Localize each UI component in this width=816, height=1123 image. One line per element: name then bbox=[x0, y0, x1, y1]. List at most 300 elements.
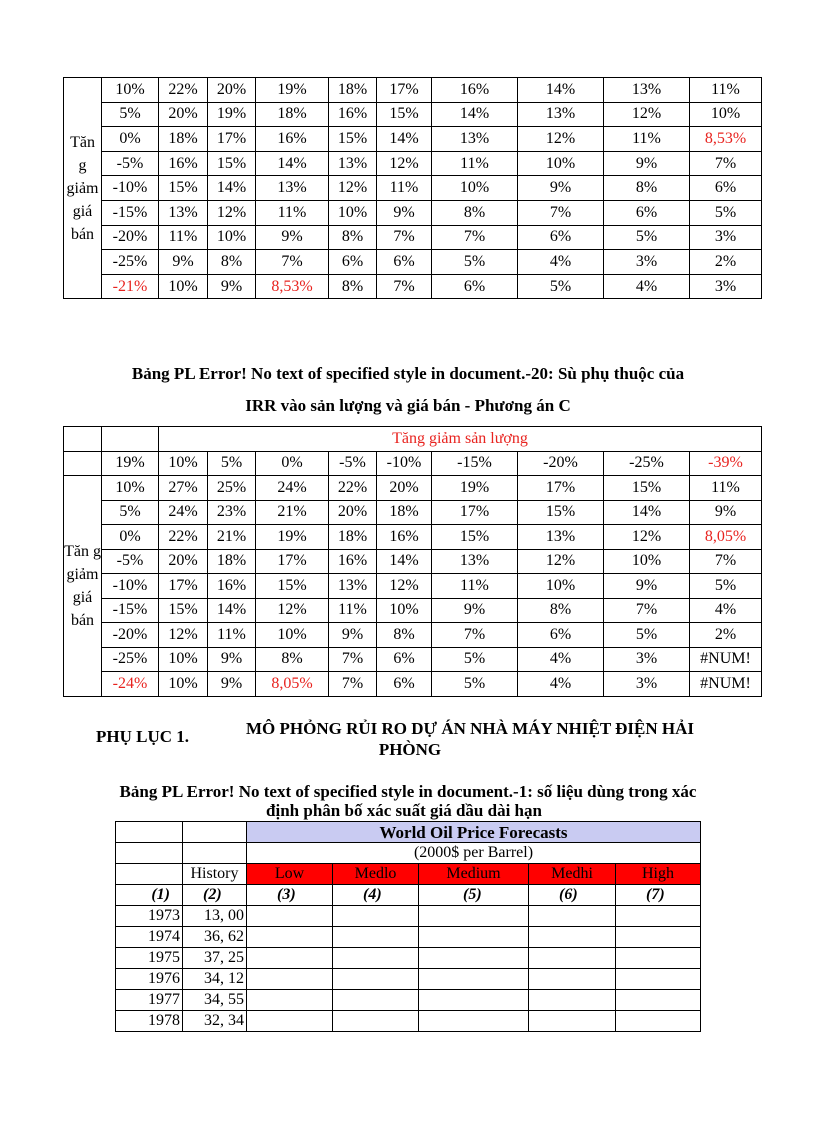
table-cell: 14% bbox=[377, 127, 432, 152]
table-cell: 15% bbox=[518, 500, 604, 525]
scenario-header: Low bbox=[247, 864, 333, 885]
table-cell: 16% bbox=[432, 78, 518, 103]
table-cell: 5% bbox=[102, 102, 159, 127]
irr-table-2-body bbox=[64, 427, 762, 697]
history-header: History bbox=[183, 864, 247, 885]
empty-cell bbox=[247, 948, 333, 969]
table-row bbox=[64, 78, 762, 103]
scenario-header: Medium bbox=[419, 864, 529, 885]
empty-cell bbox=[529, 990, 616, 1011]
column-axis-label: Tăng giảm sản lượng bbox=[159, 427, 762, 452]
table-cell: 15% bbox=[604, 476, 690, 501]
table-cell: 5% bbox=[102, 500, 159, 525]
header-cell: 10% bbox=[159, 451, 208, 476]
table-cell: 18% bbox=[256, 102, 329, 127]
column-number: (2) bbox=[183, 885, 247, 906]
table-cell: 14% bbox=[604, 500, 690, 525]
table-cell: 7% bbox=[377, 274, 432, 299]
table-cell: -5% bbox=[102, 549, 159, 574]
table-cell: 10% bbox=[518, 574, 604, 599]
table-cell: #NUM! bbox=[690, 647, 762, 672]
table-cell: 9% bbox=[208, 274, 256, 299]
table-cell: 20% bbox=[208, 78, 256, 103]
table-cell: -15% bbox=[102, 598, 159, 623]
table-row bbox=[64, 250, 762, 275]
table-cell: 12% bbox=[329, 176, 377, 201]
empty-cell bbox=[529, 927, 616, 948]
history-value: 13, 00 bbox=[183, 906, 247, 927]
table-cell: 14% bbox=[518, 78, 604, 103]
table-row bbox=[64, 200, 762, 225]
table-row bbox=[64, 549, 762, 574]
table-cell: 10% bbox=[518, 151, 604, 176]
table-row bbox=[116, 948, 701, 969]
empty-cell bbox=[333, 906, 419, 927]
table-cell: 12% bbox=[518, 127, 604, 152]
header-cell: 5% bbox=[208, 451, 256, 476]
table-row bbox=[116, 927, 701, 948]
irr-table-1-body bbox=[64, 78, 762, 299]
table-cell: 8% bbox=[208, 250, 256, 275]
empty-cell bbox=[419, 1011, 529, 1032]
irr-table-2 bbox=[63, 426, 762, 697]
table-cell: 5% bbox=[432, 672, 518, 697]
table-cell: 11% bbox=[256, 200, 329, 225]
table-cell: 10% bbox=[159, 647, 208, 672]
table-cell: 9% bbox=[208, 672, 256, 697]
table-cell: 4% bbox=[690, 598, 762, 623]
empty-cell bbox=[616, 927, 701, 948]
table-row bbox=[116, 1011, 701, 1032]
table-cell: 20% bbox=[159, 102, 208, 127]
empty-cell bbox=[247, 990, 333, 1011]
table-cell: 15% bbox=[432, 525, 518, 550]
table-row bbox=[64, 274, 762, 299]
empty-cell bbox=[116, 843, 183, 864]
table-cell: 4% bbox=[518, 647, 604, 672]
column-number: (1) bbox=[116, 885, 183, 906]
table-cell: 17% bbox=[159, 574, 208, 599]
table-row bbox=[64, 176, 762, 201]
table-cell: -10% bbox=[102, 574, 159, 599]
year-cell: 1975 bbox=[116, 948, 183, 969]
empty-cell bbox=[616, 948, 701, 969]
empty-cell bbox=[183, 843, 247, 864]
table-row bbox=[64, 525, 762, 550]
table-cell: 15% bbox=[159, 176, 208, 201]
empty-cell bbox=[529, 1011, 616, 1032]
table-cell: 11% bbox=[690, 476, 762, 501]
table-cell: 23% bbox=[208, 500, 256, 525]
table-cell: 8% bbox=[329, 274, 377, 299]
table-cell: 9% bbox=[256, 225, 329, 250]
empty-cell bbox=[529, 969, 616, 990]
table-cell: 16% bbox=[208, 574, 256, 599]
table-cell: 8% bbox=[256, 647, 329, 672]
year-cell: 1977 bbox=[116, 990, 183, 1011]
table-cell: 16% bbox=[377, 525, 432, 550]
table-cell: 16% bbox=[329, 549, 377, 574]
scenario-header: High bbox=[616, 864, 701, 885]
table-row bbox=[64, 574, 762, 599]
table-cell: 13% bbox=[518, 525, 604, 550]
table-cell: 9% bbox=[518, 176, 604, 201]
table-cell: 15% bbox=[329, 127, 377, 152]
table-cell: 10% bbox=[329, 200, 377, 225]
table-row bbox=[64, 500, 762, 525]
table-cell: 8,53% bbox=[256, 274, 329, 299]
table-cell: 4% bbox=[604, 274, 690, 299]
table-cell: -21% bbox=[102, 274, 159, 299]
table-cell: -20% bbox=[102, 225, 159, 250]
column-number: (6) bbox=[529, 885, 616, 906]
table-cell: 6% bbox=[329, 250, 377, 275]
table-cell: 24% bbox=[159, 500, 208, 525]
table-cell: 13% bbox=[432, 127, 518, 152]
header-cell: -39% bbox=[690, 451, 762, 476]
table-cell: 8% bbox=[329, 225, 377, 250]
table-cell: -25% bbox=[102, 647, 159, 672]
table-cell: 7% bbox=[518, 200, 604, 225]
empty-cell bbox=[333, 1011, 419, 1032]
table-cell: 8,05% bbox=[690, 525, 762, 550]
table-cell: 18% bbox=[329, 78, 377, 103]
empty-cell bbox=[616, 906, 701, 927]
empty-cell bbox=[529, 948, 616, 969]
table-row bbox=[116, 906, 701, 927]
table-cell: -5% bbox=[102, 151, 159, 176]
table-cell: 8% bbox=[432, 200, 518, 225]
table-cell: 17% bbox=[377, 78, 432, 103]
table-row bbox=[64, 427, 762, 452]
table-row bbox=[116, 864, 701, 885]
table-cell: 3% bbox=[690, 274, 762, 299]
table-cell: 13% bbox=[256, 176, 329, 201]
table-cell: 12% bbox=[256, 598, 329, 623]
table-cell: 7% bbox=[432, 225, 518, 250]
column-number: (5) bbox=[419, 885, 529, 906]
table-cell: 20% bbox=[329, 500, 377, 525]
table-cell: 10% bbox=[377, 598, 432, 623]
table-cell: 8,05% bbox=[256, 672, 329, 697]
oil-price-table-body bbox=[116, 822, 701, 1032]
table3-caption-line1: Bảng PL Error! No text of specified style in document.-1: số liệu dùng trong xác bbox=[119, 782, 697, 801]
history-value: 34, 55 bbox=[183, 990, 247, 1011]
table-cell: 18% bbox=[329, 525, 377, 550]
table-cell: 3% bbox=[690, 225, 762, 250]
table-cell: -15% bbox=[102, 200, 159, 225]
empty-cell bbox=[64, 451, 102, 476]
table-cell: #NUM! bbox=[690, 672, 762, 697]
table-cell: 12% bbox=[604, 102, 690, 127]
table-cell: 20% bbox=[159, 549, 208, 574]
header-cell: -15% bbox=[432, 451, 518, 476]
table-cell: 5% bbox=[690, 200, 762, 225]
table-cell: 10% bbox=[690, 102, 762, 127]
empty-cell bbox=[333, 927, 419, 948]
table-cell: 4% bbox=[518, 672, 604, 697]
table-cell: 14% bbox=[256, 151, 329, 176]
history-value: 36, 62 bbox=[183, 927, 247, 948]
table-row bbox=[64, 476, 762, 501]
table-cell: 22% bbox=[159, 78, 208, 103]
year-cell: 1978 bbox=[116, 1011, 183, 1032]
table-row bbox=[116, 969, 701, 990]
table-cell: 18% bbox=[208, 549, 256, 574]
table-cell: -24% bbox=[102, 672, 159, 697]
table-cell: 21% bbox=[256, 500, 329, 525]
table-cell: -25% bbox=[102, 250, 159, 275]
table-cell: 16% bbox=[159, 151, 208, 176]
table-cell: 7% bbox=[432, 623, 518, 648]
table-cell: 10% bbox=[604, 549, 690, 574]
table-cell: 11% bbox=[208, 623, 256, 648]
table-cell: 5% bbox=[604, 623, 690, 648]
year-cell: 1973 bbox=[116, 906, 183, 927]
table-cell: 7% bbox=[690, 151, 762, 176]
row-axis-label: Tăn g giảm giá bán bbox=[64, 476, 102, 697]
table-cell: 3% bbox=[604, 672, 690, 697]
table-cell: 21% bbox=[208, 525, 256, 550]
appendix-label: PHỤ LỤC 1. bbox=[96, 727, 190, 746]
empty-cell bbox=[183, 822, 247, 843]
table-cell: 13% bbox=[432, 549, 518, 574]
table-cell: 9% bbox=[159, 250, 208, 275]
table-cell: 27% bbox=[159, 476, 208, 501]
empty-cell bbox=[419, 990, 529, 1011]
table-cell: 12% bbox=[604, 525, 690, 550]
table-row bbox=[64, 225, 762, 250]
table-row bbox=[116, 885, 701, 906]
table-cell: 13% bbox=[329, 574, 377, 599]
table-cell: 7% bbox=[329, 647, 377, 672]
table-cell: 15% bbox=[208, 151, 256, 176]
table-cell: 15% bbox=[159, 598, 208, 623]
scenario-header: Medlo bbox=[333, 864, 419, 885]
table-row bbox=[64, 647, 762, 672]
table-cell: 6% bbox=[432, 274, 518, 299]
table-cell: 3% bbox=[604, 250, 690, 275]
empty-cell bbox=[64, 427, 102, 452]
appendix-title-line2: PHÒNG bbox=[378, 740, 442, 759]
table-cell: 9% bbox=[208, 647, 256, 672]
table-cell: 20% bbox=[377, 476, 432, 501]
empty-cell bbox=[333, 969, 419, 990]
table-cell: 17% bbox=[432, 500, 518, 525]
table-cell: 7% bbox=[604, 598, 690, 623]
table-cell: 18% bbox=[159, 127, 208, 152]
column-number: (4) bbox=[333, 885, 419, 906]
table-row bbox=[64, 598, 762, 623]
table-cell: -10% bbox=[102, 176, 159, 201]
empty-cell bbox=[419, 969, 529, 990]
table-cell: 6% bbox=[604, 200, 690, 225]
table-cell: 7% bbox=[329, 672, 377, 697]
table-cell: 11% bbox=[159, 225, 208, 250]
table-cell: 9% bbox=[377, 200, 432, 225]
table-row bbox=[64, 451, 762, 476]
table2-caption-line2: IRR vào sản lượng và giá bán - Phương án C bbox=[245, 396, 571, 415]
table-cell: 6% bbox=[518, 623, 604, 648]
column-number: (3) bbox=[247, 885, 333, 906]
table-cell: 5% bbox=[604, 225, 690, 250]
table-cell: 5% bbox=[690, 574, 762, 599]
history-value: 34, 12 bbox=[183, 969, 247, 990]
table-cell: 22% bbox=[329, 476, 377, 501]
empty-cell bbox=[247, 969, 333, 990]
history-value: 37, 25 bbox=[183, 948, 247, 969]
table-cell: 0% bbox=[102, 127, 159, 152]
table-cell: 13% bbox=[159, 200, 208, 225]
table-cell: 8% bbox=[518, 598, 604, 623]
table-cell: 11% bbox=[432, 574, 518, 599]
row-axis-label: Tăn g giảm giá bán bbox=[64, 78, 102, 299]
header-cell: -5% bbox=[329, 451, 377, 476]
table-cell: 6% bbox=[377, 647, 432, 672]
empty-cell bbox=[247, 906, 333, 927]
table-cell: 11% bbox=[329, 598, 377, 623]
table-cell: 3% bbox=[604, 647, 690, 672]
table-cell: 22% bbox=[159, 525, 208, 550]
year-cell: 1974 bbox=[116, 927, 183, 948]
empty-cell bbox=[529, 906, 616, 927]
scenario-header: Medhi bbox=[529, 864, 616, 885]
empty-cell bbox=[116, 822, 183, 843]
table-cell: 14% bbox=[432, 102, 518, 127]
table-row bbox=[64, 672, 762, 697]
empty-cell bbox=[616, 990, 701, 1011]
table-cell: 6% bbox=[377, 250, 432, 275]
table-cell: 7% bbox=[377, 225, 432, 250]
table-cell: 9% bbox=[329, 623, 377, 648]
table-cell: 10% bbox=[159, 672, 208, 697]
empty-cell bbox=[333, 990, 419, 1011]
table-cell: 10% bbox=[432, 176, 518, 201]
empty-cell bbox=[247, 1011, 333, 1032]
empty-cell bbox=[116, 864, 183, 885]
table-cell: 12% bbox=[518, 549, 604, 574]
irr-table-1 bbox=[63, 77, 762, 299]
table-cell: 9% bbox=[604, 574, 690, 599]
history-value: 32, 34 bbox=[183, 1011, 247, 1032]
table-cell: 12% bbox=[377, 574, 432, 599]
table-cell: 25% bbox=[208, 476, 256, 501]
table-cell: 4% bbox=[518, 250, 604, 275]
table-cell: 8,53% bbox=[690, 127, 762, 152]
table-row bbox=[64, 623, 762, 648]
table-cell: 9% bbox=[604, 151, 690, 176]
table-cell: 24% bbox=[256, 476, 329, 501]
table-row bbox=[116, 990, 701, 1011]
table-cell: 17% bbox=[518, 476, 604, 501]
table-cell: 13% bbox=[518, 102, 604, 127]
table-cell: 9% bbox=[432, 598, 518, 623]
header-cell: 19% bbox=[102, 451, 159, 476]
year-cell: 1976 bbox=[116, 969, 183, 990]
header-cell: -10% bbox=[377, 451, 432, 476]
table-cell: 8% bbox=[377, 623, 432, 648]
table-cell: 13% bbox=[329, 151, 377, 176]
table-cell: 2% bbox=[690, 623, 762, 648]
table-cell: 18% bbox=[377, 500, 432, 525]
table-cell: 10% bbox=[256, 623, 329, 648]
table-row bbox=[116, 843, 701, 864]
empty-cell bbox=[247, 927, 333, 948]
table-cell: 5% bbox=[432, 250, 518, 275]
header-cell: -25% bbox=[604, 451, 690, 476]
table-cell: 10% bbox=[159, 274, 208, 299]
table-cell: -20% bbox=[102, 623, 159, 648]
table-cell: 6% bbox=[690, 176, 762, 201]
table-row bbox=[64, 102, 762, 127]
table-cell: 11% bbox=[604, 127, 690, 152]
table-cell: 8% bbox=[604, 176, 690, 201]
table-cell: 7% bbox=[690, 549, 762, 574]
table2-caption-line1: Bảng PL Error! No text of specified style in document.-20: Sù phụ thuộc của bbox=[131, 364, 685, 383]
table-cell: 11% bbox=[432, 151, 518, 176]
table-cell: 19% bbox=[256, 525, 329, 550]
table-cell: 17% bbox=[208, 127, 256, 152]
table3-caption-line2: định phân bố xác suất giá dầu dài hạn bbox=[266, 801, 542, 820]
table-cell: 19% bbox=[432, 476, 518, 501]
table-cell: 12% bbox=[208, 200, 256, 225]
table-cell: 15% bbox=[256, 574, 329, 599]
table-cell: 7% bbox=[256, 250, 329, 275]
table-row bbox=[64, 151, 762, 176]
table-cell: 17% bbox=[256, 549, 329, 574]
header-cell: 0% bbox=[256, 451, 329, 476]
table-cell: 6% bbox=[518, 225, 604, 250]
table-cell: 11% bbox=[377, 176, 432, 201]
table-row bbox=[116, 822, 701, 843]
empty-cell bbox=[419, 927, 529, 948]
table-cell: 16% bbox=[256, 127, 329, 152]
table-cell: 14% bbox=[208, 176, 256, 201]
table-cell: 12% bbox=[159, 623, 208, 648]
table-cell: 10% bbox=[208, 225, 256, 250]
table-cell: 11% bbox=[690, 78, 762, 103]
table-cell: 12% bbox=[377, 151, 432, 176]
table-title: World Oil Price Forecasts bbox=[247, 822, 701, 843]
empty-cell bbox=[419, 906, 529, 927]
empty-cell bbox=[333, 948, 419, 969]
table-cell: 13% bbox=[604, 78, 690, 103]
table-cell: 14% bbox=[377, 549, 432, 574]
appendix-title-line1: MÔ PHỎNG RỦI RO DỰ ÁN NHÀ MÁY NHIỆT ĐIỆN HẢI bbox=[246, 719, 694, 738]
table-cell: 15% bbox=[377, 102, 432, 127]
table-cell: 16% bbox=[329, 102, 377, 127]
table-cell: 5% bbox=[432, 647, 518, 672]
header-cell: -20% bbox=[518, 451, 604, 476]
table-cell: 9% bbox=[690, 500, 762, 525]
table-cell: 14% bbox=[208, 598, 256, 623]
table-cell: 5% bbox=[518, 274, 604, 299]
table-subtitle: (2000$ per Barrel) bbox=[247, 843, 701, 864]
empty-cell bbox=[419, 948, 529, 969]
table-cell: 0% bbox=[102, 525, 159, 550]
empty-cell bbox=[616, 1011, 701, 1032]
table-cell: 10% bbox=[102, 78, 159, 103]
table-cell: 6% bbox=[377, 672, 432, 697]
table-cell: 19% bbox=[256, 78, 329, 103]
column-number: (7) bbox=[616, 885, 701, 906]
empty-cell bbox=[616, 969, 701, 990]
oil-price-table bbox=[115, 821, 701, 1032]
table-row bbox=[64, 127, 762, 152]
table-cell: 2% bbox=[690, 250, 762, 275]
table-cell: 10% bbox=[102, 476, 159, 501]
table-cell: 19% bbox=[208, 102, 256, 127]
